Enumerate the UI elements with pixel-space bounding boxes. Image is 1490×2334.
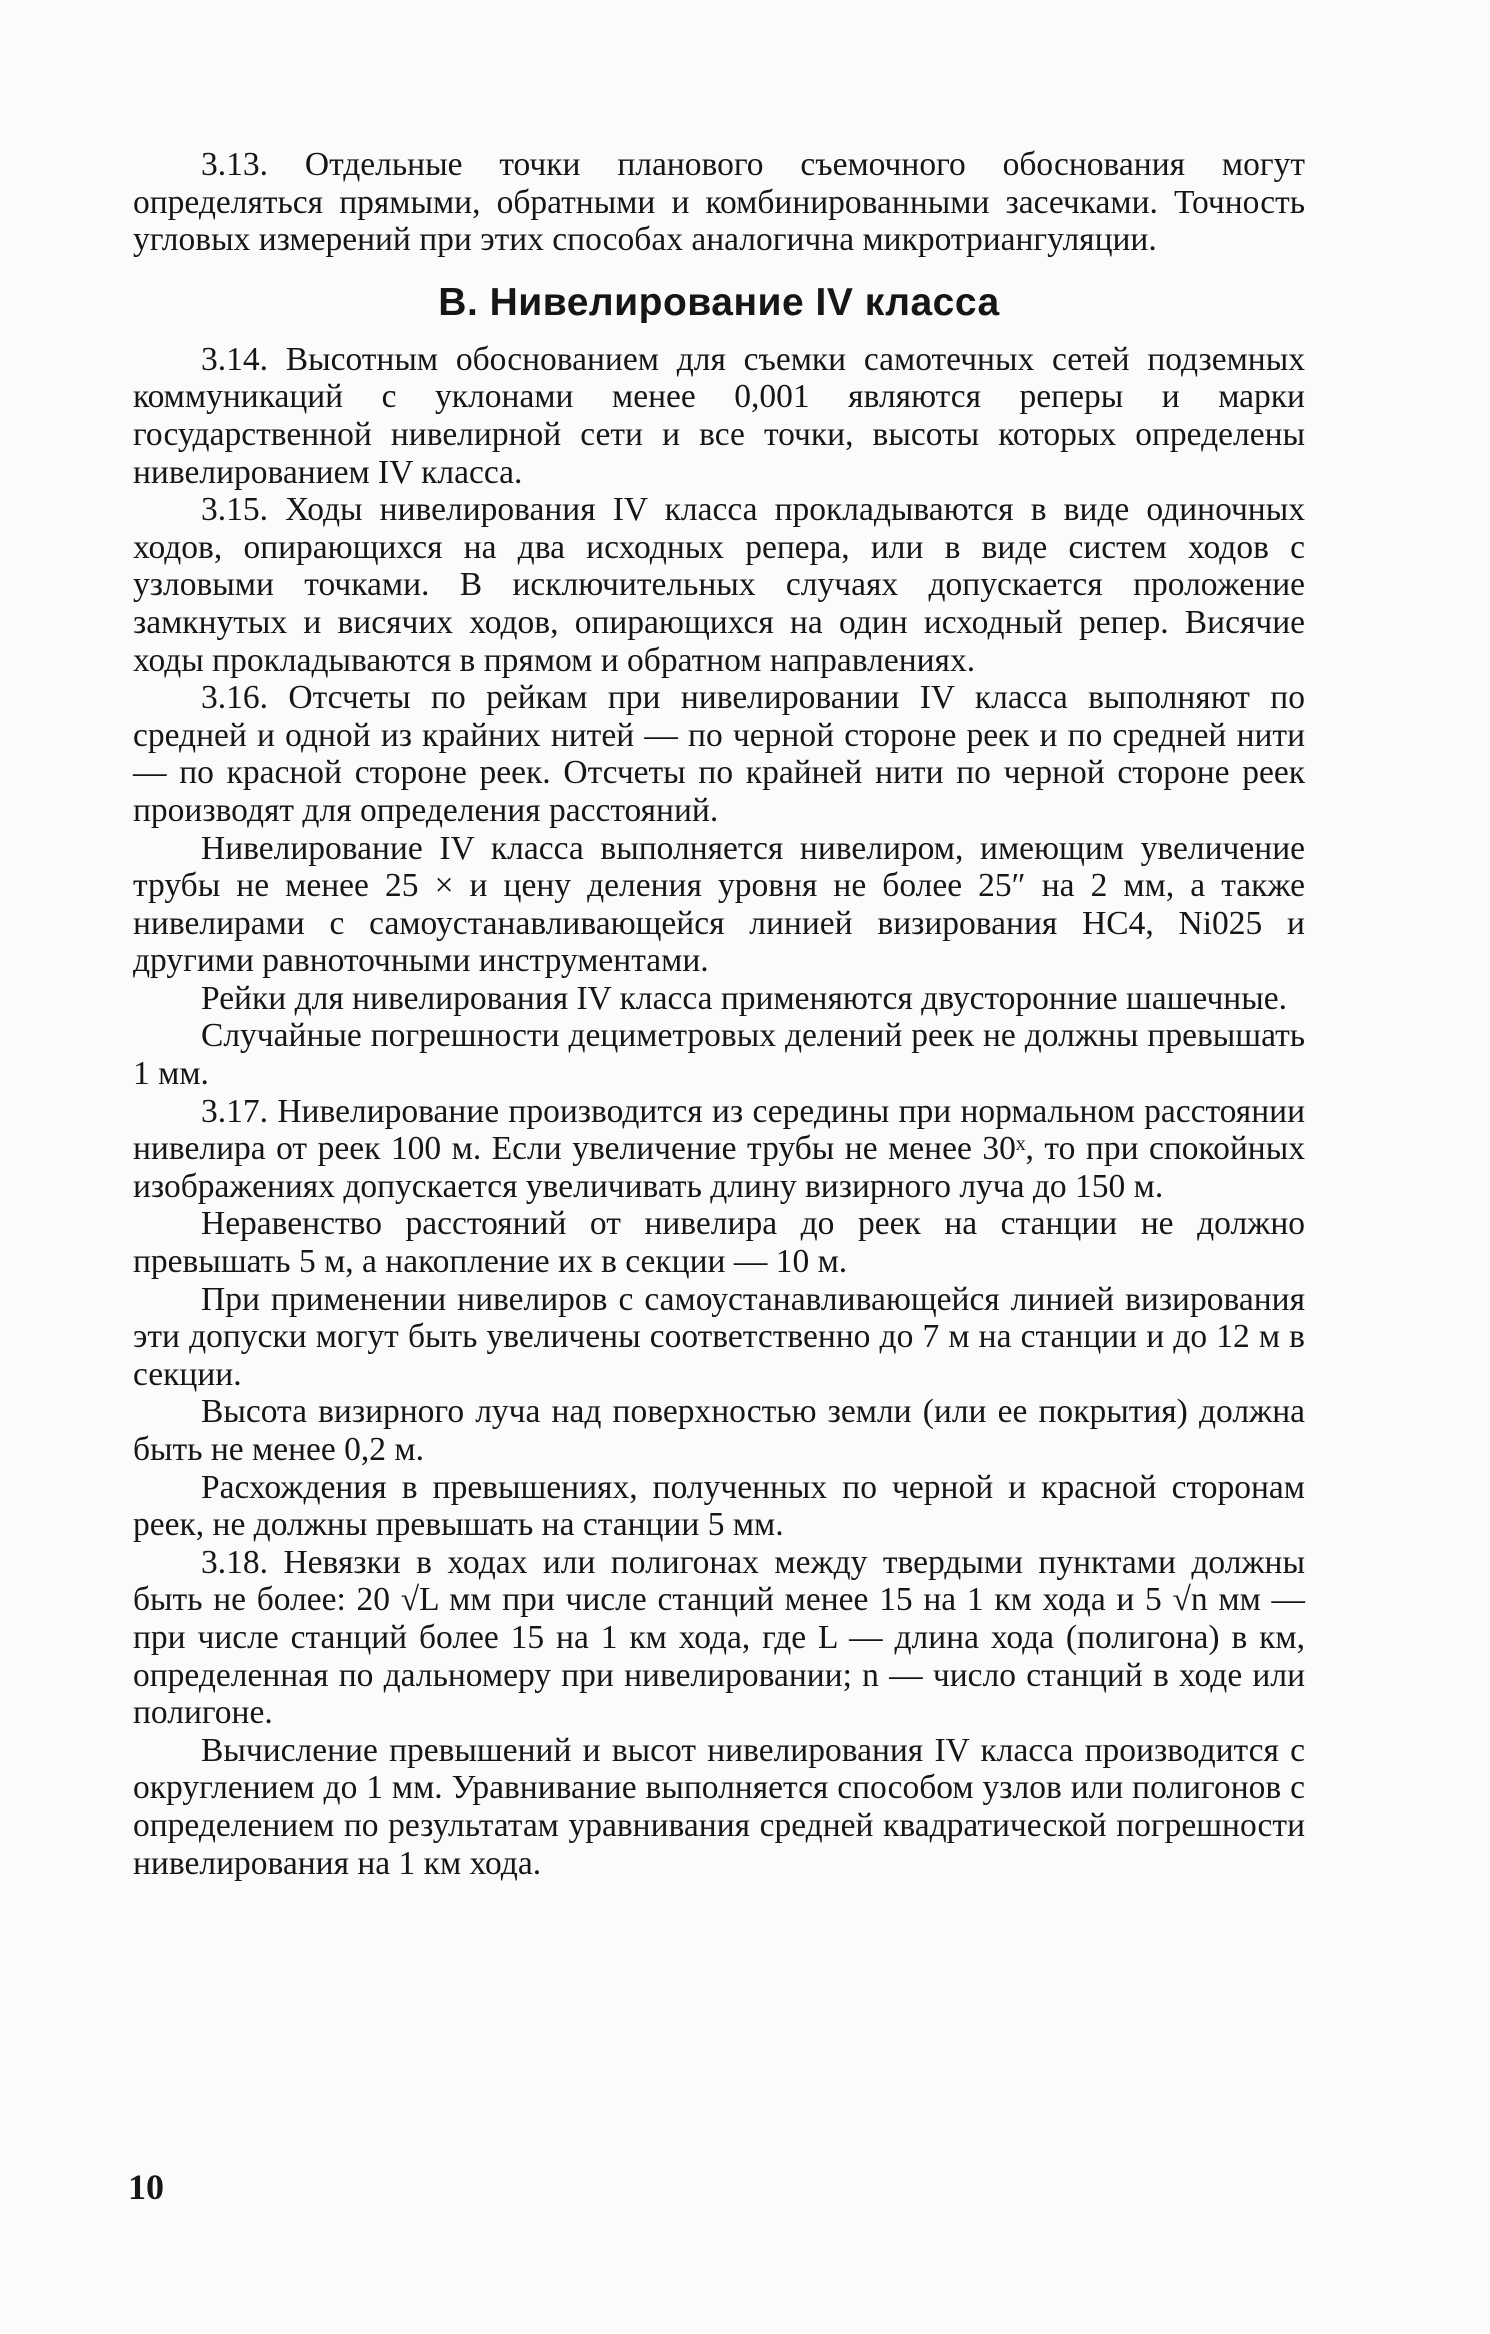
section-title: В. Нивелирование IV класса bbox=[438, 280, 1000, 324]
paragraph-staffs: Рейки для нивелирования IV класса применяются двусторонние шашечные. bbox=[201, 979, 1287, 1017]
paragraph-discrepancy: Расхождения в превышениях, полученных по черной и красной сторонам реек, не должны превышать на станции 5 мм. bbox=[133, 1468, 1305, 1544]
paragraph-3-14: 3.14. Высотным обоснованием для съемки самотечных сетей подземных коммуникаций с уклонами менее 0,001 являются реперы и марки государственной нивелирной сети и все точки, высоты которых определены нивелированием IV класса. bbox=[133, 340, 1305, 491]
paragraph-computation: Вычисление превышений и высот нивелирования IV класса производится с округлением до 1 мм. Уравнивание выполняется способом узлов или полигонов с определением по результатам уравнивания средней квадратической погрешности нивелирования на 1 км хода. bbox=[133, 1731, 1305, 1882]
paragraph-inequality: Неравенство расстояний от нивелира до реек на станции не должно превышать 5 м, а накопление их в секции — 10 м. bbox=[133, 1205, 1305, 1281]
page-number: 10 bbox=[128, 2167, 164, 2207]
paragraph-3-16: 3.16. Отсчеты по рейкам при нивелировании IV класса выполняют по средней и одной из крайних нитей — по черной стороне реек и по средней нити — по красной стороне реек. Отсчеты по крайней нити по черной стороне реек производят для определения расстояний. bbox=[133, 679, 1305, 829]
paragraph-3-15: 3.15. Ходы нивелирования IV класса прокладываются в виде одиночных ходов, опирающихся на два исходных репера, или в виде систем ходов с узловыми точками. В исключительных случаях допускается проложение замкнутых и висячих ходов, опирающихся на один исходный репер. Висячие ходы прокладываются в прямом и обратном направлениях. bbox=[133, 491, 1305, 679]
page-body bbox=[133, 146, 1305, 1882]
paragraph-3-18: 3.18. Невязки в ходах или полигонах между твердыми пунктами должны быть не более: 20 √L мм при числе станций менее 15 на 1 км хода и 5 √n мм — при числе станций более 15 на 1 км хода, где L — длина хода (полигона) в км, определенная по дальномеру при нивелировании; n — число станций в ходе или полигоне. bbox=[133, 1543, 1305, 1732]
paragraph-level-instrument: Нивелирование IV класса выполняется нивелиром, имеющим увеличение трубы не менее 25 × и цену деления уровня не более 25″ на 2 мм, а также нивелирами с самоустанавливающейся линией визирования НС4, Ni025 и другими равноточными инструментами. bbox=[133, 829, 1305, 980]
paragraph-beam-height: Высота визирного луча над поверхностью земли (или ее покрытия) должна быть не менее 0,2 м. bbox=[133, 1393, 1305, 1468]
paragraph-errors: Случайные погрешности дециметровых делений реек не должны превышать 1 мм. bbox=[133, 1017, 1305, 1093]
paragraph-3-13: 3.13. Отдельные точки планового съемочного обоснования могут определяться прямыми, обратными и комбинированными засечками. Точность угловых измерений при этих способах аналогична микротриангуляции. bbox=[133, 146, 1305, 259]
paragraph-3-17: 3.17. Нивелирование производится из середины при нормальном расстоянии нивелира от реек 100 м. Если увеличение трубы не менее 30ˣ, то при спокойных изображениях допускается увеличивать длину визирного луча до 150 м. bbox=[133, 1092, 1305, 1205]
paragraph-self-leveling: При применении нивелиров с самоустанавливающейся линией визирования эти допуски могут быть увеличены соответственно до 7 м на станции и до 12 м в секции. bbox=[133, 1280, 1305, 1393]
